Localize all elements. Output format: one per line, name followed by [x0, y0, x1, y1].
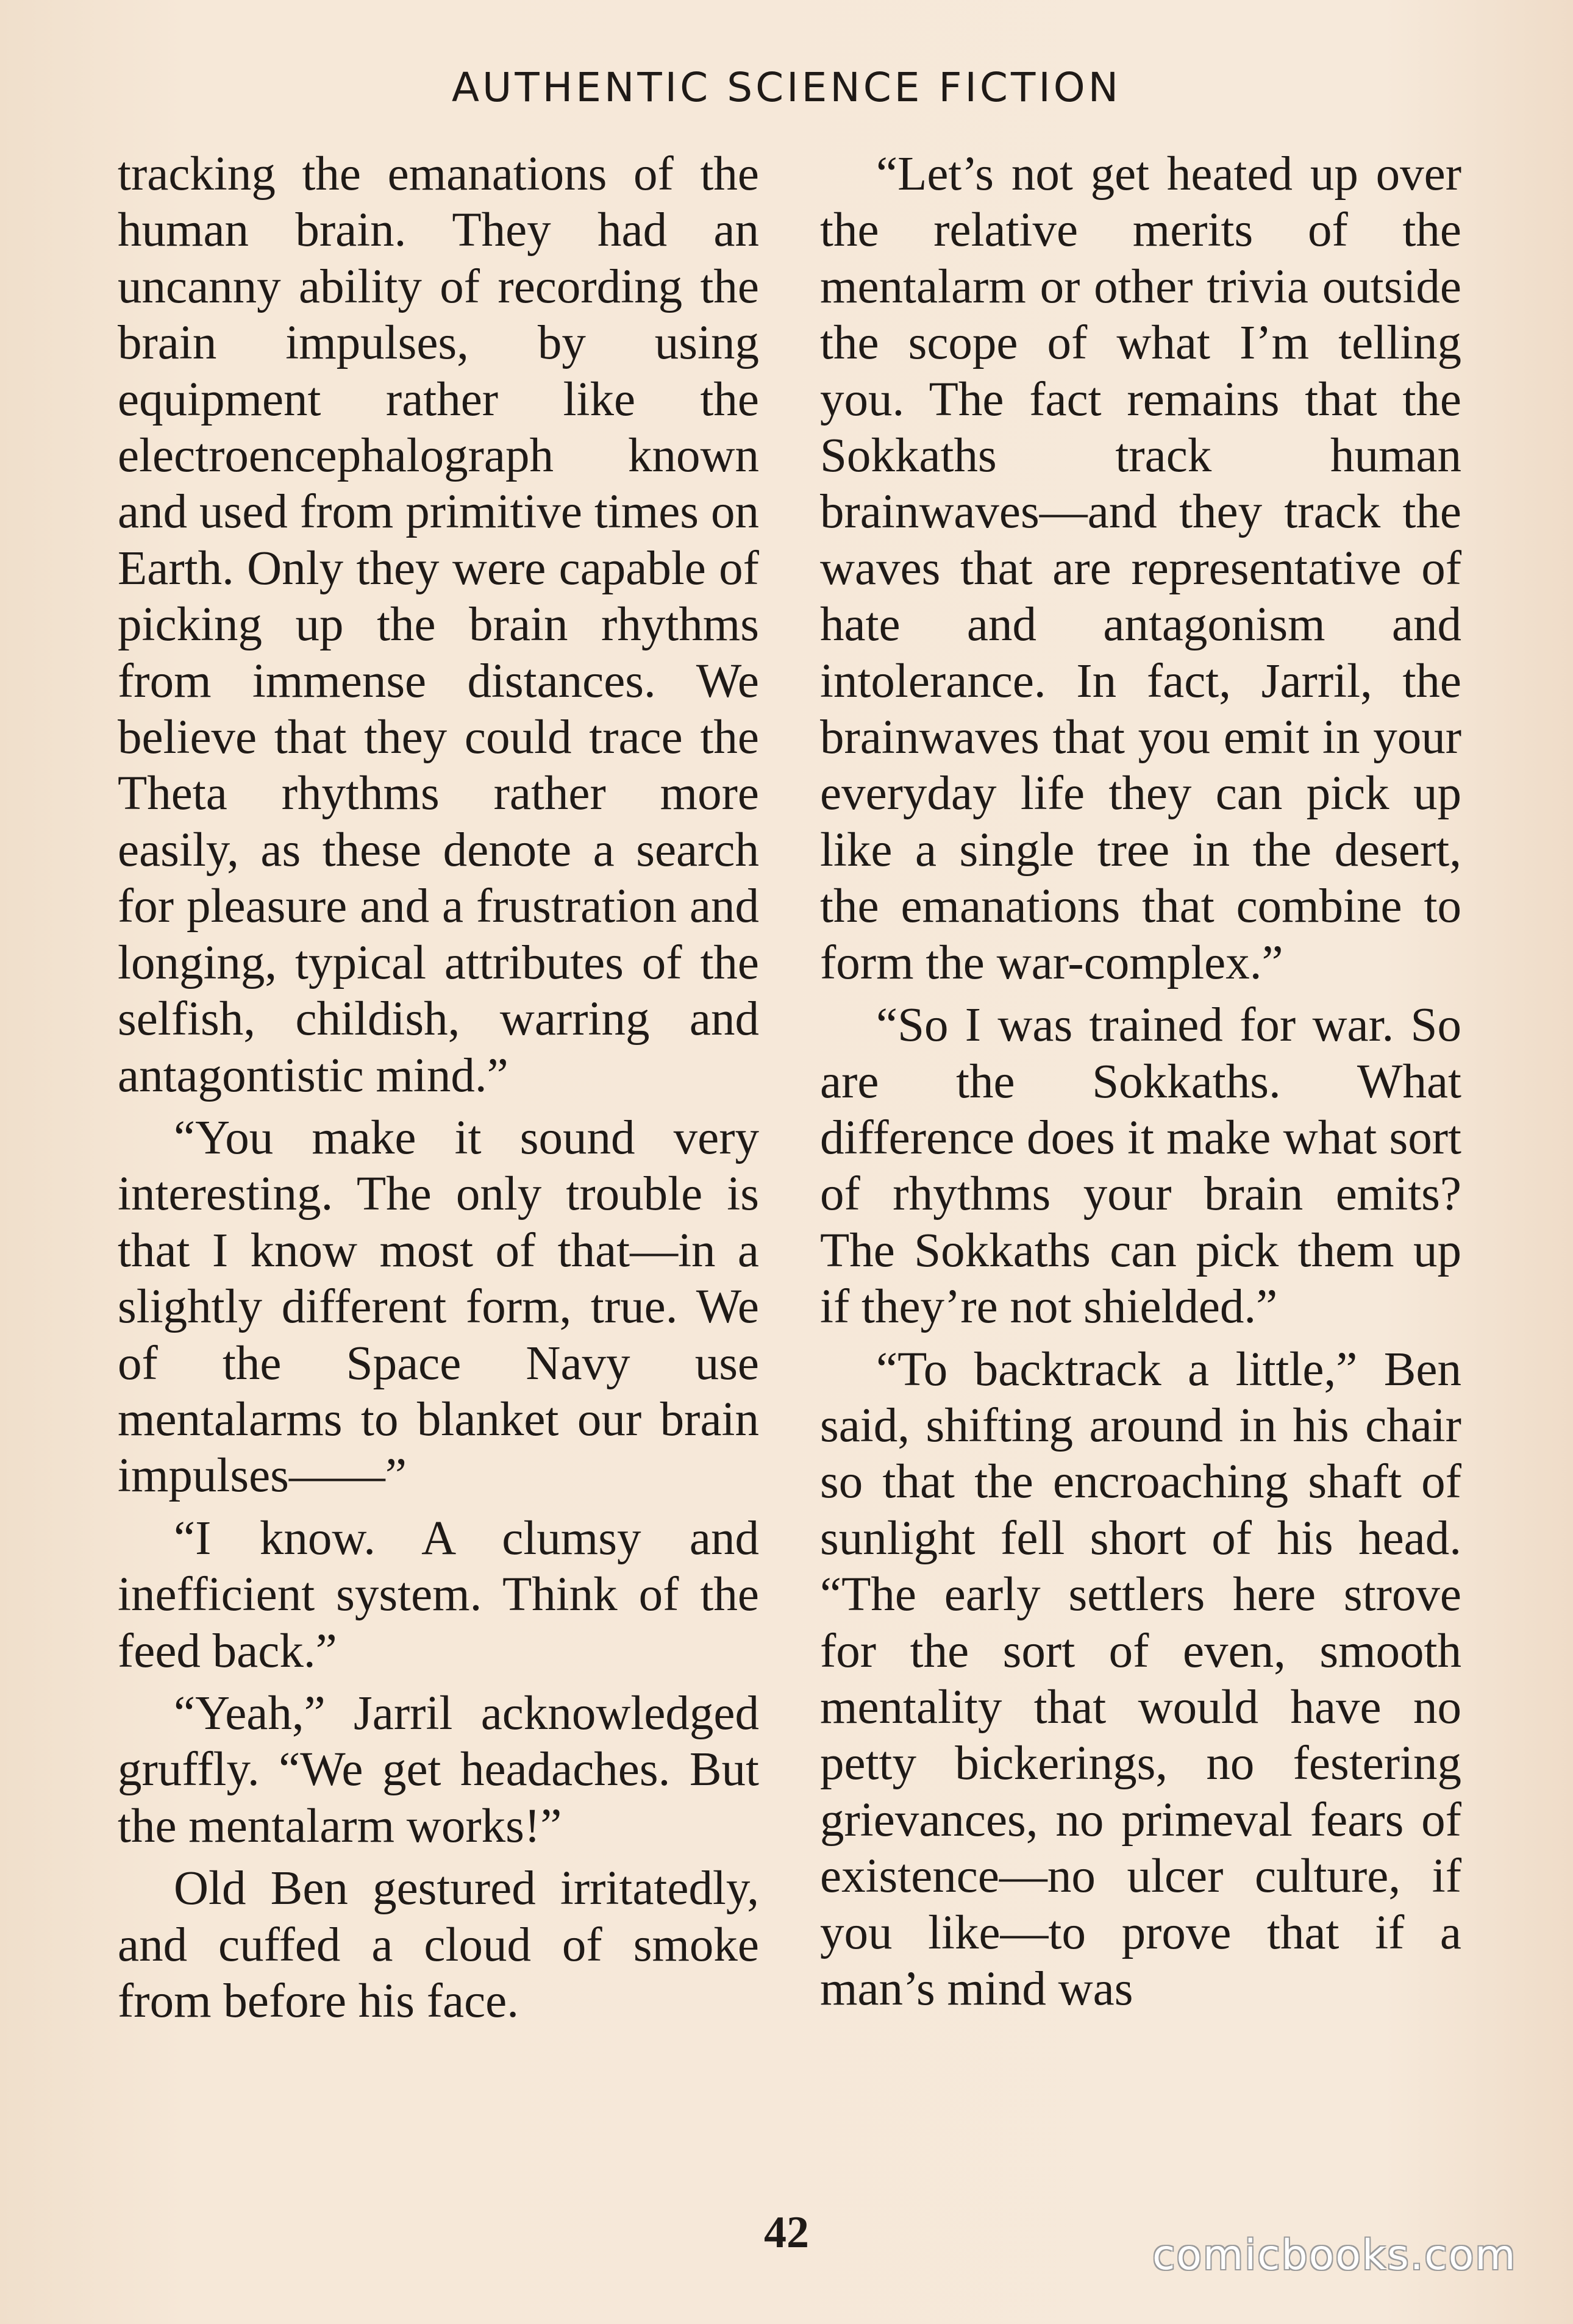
paragraph: “So I was trained for war. So are the Sokkaths. What difference does it make what sort of rhythms your brain emits? The Sokkaths can pick them up if they’re not shielded.”: [820, 999, 1461, 1334]
running-header: AUTHENTIC SCIENCE FICTION: [451, 64, 1122, 111]
page-number: 42: [764, 2208, 809, 2258]
paragraph: “I know. A clumsy and inefficient system. Think of the feed back.”: [118, 1511, 759, 1678]
paragraph: tracking the emanations of the human brain. They had an uncanny ability of recording the brain impulses, by using equipment rather like the electroencephalograph known and used from primitive times on Earth. Only they were capable of picking up the brain rhythms from immense distances. We believe that they could trace the Theta rhythms rather more easily, as these denote a search for pleasure and a frustration and longing, typical attributes of the selfish, childish, warring and antagontistic mind.”: [118, 148, 759, 1102]
paragraph: “Let’s not get heated up over the relative merits of the mentalarm or other trivia outside the scope of what I’m telling you. The fact remains that the Sokkaths track human brainwaves—and they track the waves that are representative of hate and antagonism and intolerance. In fact, Jarril, the brainwaves that you emit in your everyday life they can pick up like a single tree in the desert, the emanations that combine to form the war-complex.”: [820, 148, 1461, 989]
watermark: comicbooks.com: [1152, 2231, 1517, 2279]
paragraph: Old Ben gestured irritatedly, and cuffed a cloud of smoke from before his face.: [118, 1862, 759, 2028]
paragraph: “To backtrack a little,” Ben said, shifting around in his chair so that the encroaching shaft of sunlight fell short of his head. “The early settlers here strove for the sort of even, smooth mentality that would have no petty bickerings, no festering grievances, no primeval fears of existence—no ulcer culture, if you like—to prove that if a man’s mind was: [820, 1342, 1461, 2016]
left-column: [118, 146, 759, 2036]
right-column: [820, 146, 1461, 2023]
paragraph: “Yeah,” Jarril acknowledged gruffly. “We get headaches. But the mentalarm works!”: [118, 1686, 759, 1853]
paragraph: “You make it sound very interesting. The only trouble is that I know most of that—in a slightly different form, true. We of the Space Navy use mentalarms to blanket our brain impulses——”: [118, 1111, 759, 1503]
